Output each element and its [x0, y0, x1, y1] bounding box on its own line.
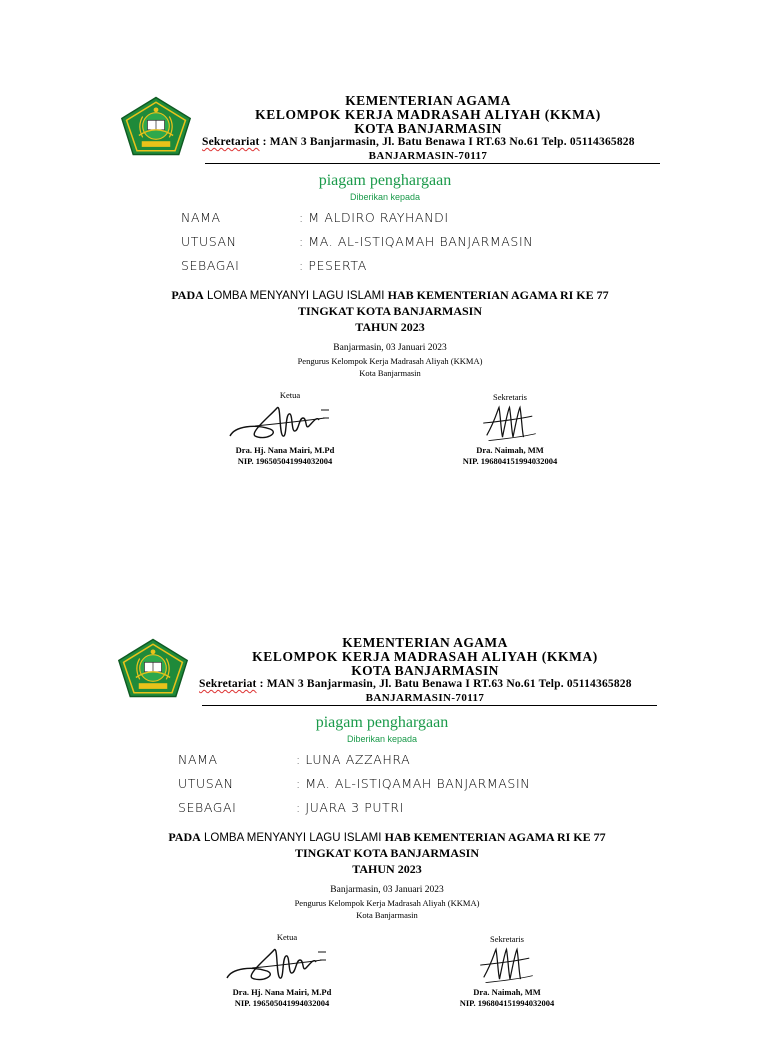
signer-role-sekretaris: Sekretaris [493, 392, 527, 402]
field-value-sebagai: : JUARA 3 PUTRI [296, 800, 404, 815]
org-line-2: Kota Banjarmasin [356, 910, 418, 920]
signer-name-ketua: Dra. Hj. Nana Mairi, M.Pd [235, 445, 335, 455]
header-city: KOTA BANJARMASIN [351, 663, 499, 678]
signature-icon [225, 396, 345, 446]
event-line-2: TINGKAT KOTA BANJARMASIN [297, 304, 483, 318]
certificate-title: piagam penghargaan [315, 714, 449, 731]
event-line-2: TINGKAT KOTA BANJARMASIN [294, 846, 480, 860]
header-ministry: KEMENTERIAN AGAMA [342, 635, 508, 650]
header-postal: BANJARMASIN-70117 [368, 150, 488, 162]
event-line-3: TAHUN 2023 [352, 862, 422, 876]
field-label-utusan: UTUSAN [181, 234, 237, 249]
header-divider [202, 705, 657, 706]
certificate-2 [0, 542, 765, 1042]
event-line-1: PADA LOMBA MENYANYI LAGU ISLAMI HAB KEMENTERIAN AGAMA RI KE 77 [168, 830, 606, 844]
field-value-nama: : M ALDIRO RAYHANDI [299, 210, 449, 225]
field-label-utusan: UTUSAN [178, 776, 234, 791]
header-divider [205, 163, 660, 164]
place-date: Banjarmasin, 03 Januari 2023 [330, 885, 444, 895]
certificate-1 [0, 0, 768, 500]
signer-role-ketua: Ketua [279, 390, 301, 400]
field-label-sebagai: SEBAGAI [181, 258, 240, 273]
signer-name-ketua: Dra. Hj. Nana Mairi, M.Pd [232, 987, 332, 997]
field-value-utusan: : MA. AL-ISTIQAMAH BANJARMASIN [299, 234, 534, 249]
field-value-utusan: : MA. AL-ISTIQAMAH BANJARMASIN [296, 776, 531, 791]
header-group: KELOMPOK KERJA MADRASAH ALIYAH (KKMA) [255, 107, 601, 122]
org-line-1: Pengurus Kelompok Kerja Madrasah Aliyah (KKMA) [297, 356, 483, 366]
signer-nip-sekretaris: NIP. 196804151994032004 [459, 998, 555, 1008]
signer-nip-ketua: NIP. 196505041994032004 [234, 998, 330, 1008]
signer-nip-ketua: NIP. 196505041994032004 [237, 456, 333, 466]
field-label-nama: NAMA [178, 752, 218, 767]
signature-icon [222, 938, 342, 988]
header-postal: BANJARMASIN-70117 [365, 692, 485, 704]
field-value-nama: : LUNA AZZAHRA [296, 752, 411, 767]
signer-name-sekretaris: Dra. Naimah, MM [476, 445, 544, 455]
certificate-subtitle: Diberikan kepada [349, 192, 421, 202]
signer-role-sekretaris: Sekretaris [490, 934, 524, 944]
certificate-title: piagam penghargaan [318, 172, 452, 189]
header-city: KOTA BANJARMASIN [354, 121, 502, 136]
field-value-sebagai: : PESERTA [299, 258, 367, 273]
place-date: Banjarmasin, 03 Januari 2023 [333, 343, 447, 353]
field-label-sebagai: SEBAGAI [178, 800, 237, 815]
org-line-2: Kota Banjarmasin [359, 368, 421, 378]
field-label-nama: NAMA [181, 210, 221, 225]
signature-icon [475, 942, 545, 990]
signer-role-ketua: Ketua [276, 932, 298, 942]
signer-nip-sekretaris: NIP. 196804151994032004 [462, 456, 558, 466]
org-line-1: Pengurus Kelompok Kerja Madrasah Aliyah (KKMA) [294, 898, 480, 908]
event-line-1: PADA LOMBA MENYANYI LAGU ISLAMI HAB KEMENTERIAN AGAMA RI KE 77 [171, 288, 609, 302]
header-address: Sekretariat : MAN 3 Banjarmasin, Jl. Batu Benawa I RT.63 No.61 Telp. 05114365828 [202, 136, 635, 148]
signature-icon [478, 400, 548, 448]
header-address: Sekretariat : MAN 3 Banjarmasin, Jl. Batu Benawa I RT.63 No.61 Telp. 05114365828 [199, 678, 632, 690]
certificate-subtitle: Diberikan kepada [346, 734, 418, 744]
event-line-3: TAHUN 2023 [355, 320, 425, 334]
header-ministry: KEMENTERIAN AGAMA [345, 93, 511, 108]
signer-name-sekretaris: Dra. Naimah, MM [473, 987, 541, 997]
header-group: KELOMPOK KERJA MADRASAH ALIYAH (KKMA) [252, 649, 598, 664]
